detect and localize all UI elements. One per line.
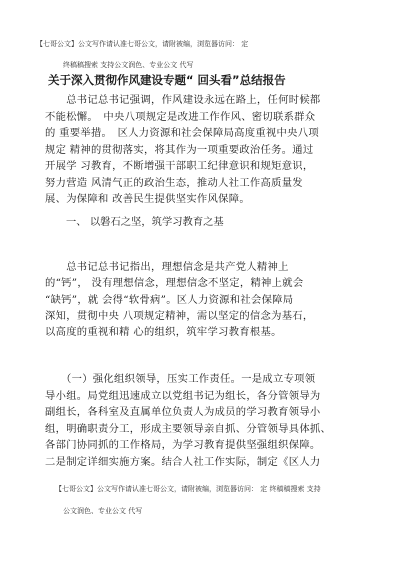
document-title: 关于深入贯彻作风建设专题“ 回头看”总结报告 [48, 73, 286, 87]
paragraph-line: 总书记总书记指出，理想信念是共产党人精神上 [45, 261, 289, 273]
paragraph-line: 深知，贯彻中央 八项规定精神，需以坚定的信念为基石， [45, 309, 314, 322]
paragraph-line: 导小组。局党组迅速成立以党组书记为组长，各分管领导为 [45, 389, 321, 402]
paragraph-organization [45, 371, 375, 470]
paragraph-line: 的 重要举措。 区人力资源和社会保障局高度重视中央八项 [45, 127, 319, 139]
paragraph-line: 不能松懈。 中央八项规定是改进工作作风、密切联系群众 [45, 110, 316, 123]
section-heading: 一、 以磐石之坚，筑学习教育之基 [66, 216, 224, 228]
paragraph-faith [45, 259, 375, 340]
paragraph-line: 展、为保障和 改善民生提供坚实作风保障。 [45, 193, 250, 205]
paragraph-line: “缺钙”，就 会得“软骨病”。区人力资源和社会保障局 [45, 293, 294, 306]
header-notice-line-1: 【七哥公文】公文写作请认准七哥公文，请附被编，浏览器访问： 定 [36, 40, 249, 48]
paragraph-line: 的“钙”， 没有理想信念，理想信念不坚定，精神上就会 [45, 277, 304, 290]
paragraph-line: 开展学 习教育，不断增强干部职工纪律意识和规矩意识， [45, 160, 314, 172]
paragraph-line: （一）强化组织领导，压实工作责任。一是成立专项领 [45, 373, 316, 385]
footer-notice-line-2: 公文润色、专业公文 代写 [63, 507, 143, 515]
paragraph-line: 各部门协同抓的工作格局，为学习教育提供坚强组织保障。 [45, 439, 321, 451]
paragraph-line: 总书记总书记强调，作风建设永远在路上，任何时候都 [45, 94, 321, 106]
paragraph-line: 规定 精神的贯彻落实，将其作为一项重要政治任务。通过 [45, 143, 314, 156]
paragraph-line: 组，明确职责分工，形成主要领导亲自抓、分管领导具体抓、 [45, 422, 332, 435]
paragraph-intro [45, 92, 375, 208]
paragraph-line: 二是制定详细实施方案。结合人社工作实际，制定《区人力 [45, 455, 321, 468]
paragraph-line: 以高度的重视和精 心的组织，筑牢学习教育根基。 [45, 326, 282, 339]
paragraph-line: 努力营造 风清气正的政治生态，推动人社工作高质量发 [45, 176, 303, 189]
paragraph-line: 副组长，各科室及直属单位负责人为成员的学习教育领导小 [45, 406, 321, 418]
footer-notice-line-1: 【七哥公文】公文写作请认准七哥公文，请附被编，浏览器访问： 定 终稿稿搜索 支持 [55, 485, 321, 493]
header-notice-line-2: 终稿稿搜索 支持公文润色、专业公文 代写 [63, 61, 194, 69]
